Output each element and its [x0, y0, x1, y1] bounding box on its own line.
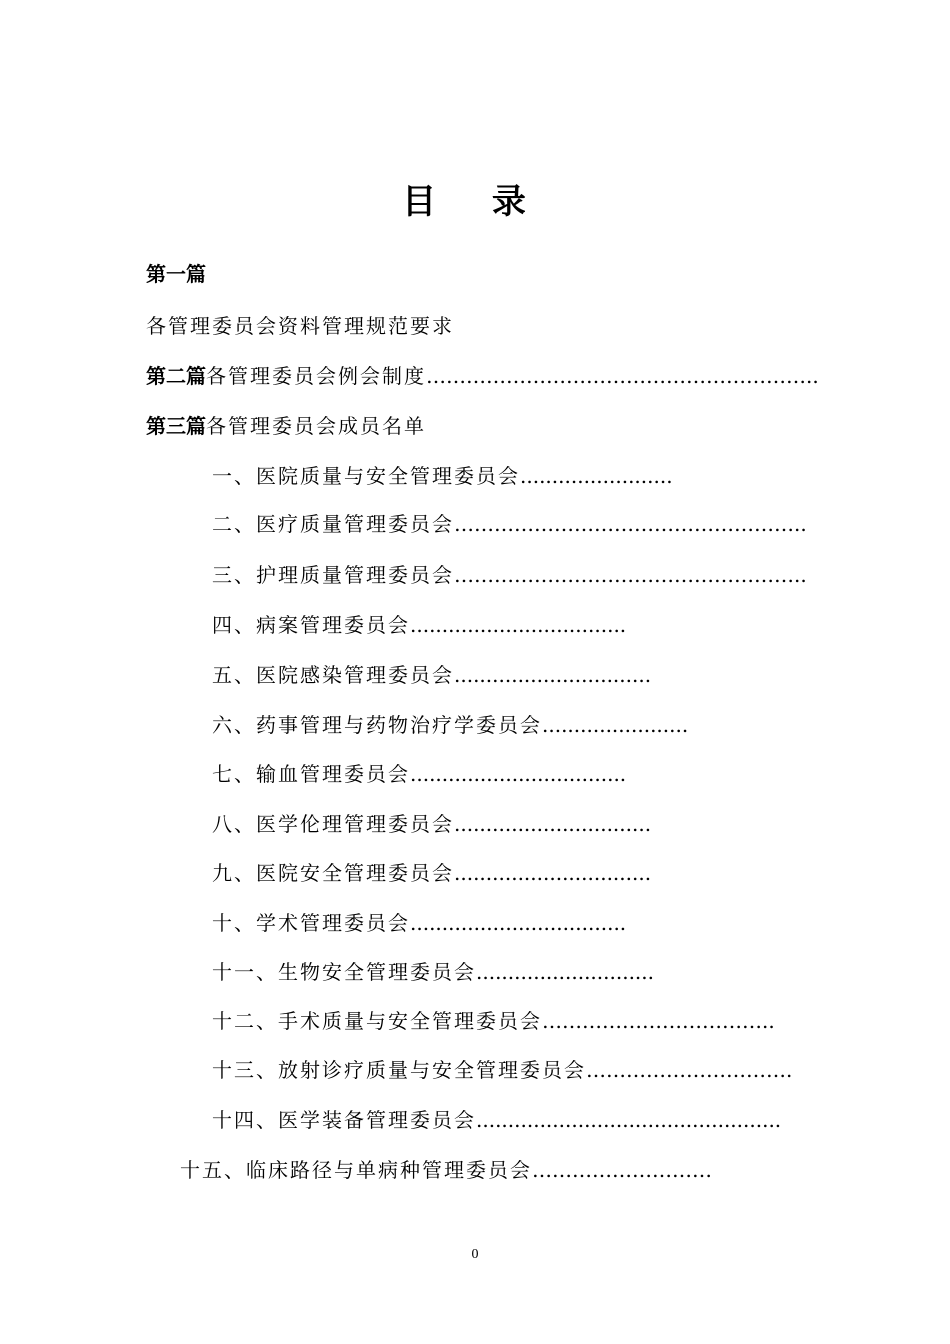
dot-leader: ............................... [454, 861, 652, 885]
toc-entry [212, 611, 626, 639]
toc-entry-text: 十二、手术质量与安全管理委员会 [212, 1009, 542, 1033]
dot-leader: ………………………………………………….. [426, 364, 819, 388]
toc-entry [212, 462, 673, 490]
toc-entry-part2 [146, 362, 819, 390]
toc-entry [212, 810, 651, 838]
part3-title: 各管理委员会成员名单 [206, 414, 426, 438]
part3-label: 第三篇 [146, 414, 206, 438]
dot-leader: ............................... [454, 663, 652, 687]
dot-leader: ……………………… [532, 1158, 712, 1182]
toc-entry [212, 1007, 775, 1035]
toc-entry-text: 一、医院质量与安全管理委员会 [212, 464, 520, 488]
part1-label: 第一篇 [146, 262, 206, 286]
dot-leader: ............................ [476, 960, 655, 984]
toc-entry-text: 十五、临床路径与单病种管理委员会 [180, 1158, 532, 1182]
page-number: 0 [471, 1247, 479, 1262]
toc-entry [212, 760, 626, 788]
part1-title: 各管理委员会资料管理规范要求 [146, 314, 454, 338]
toc-entry [212, 711, 688, 739]
dot-leader: …………………………….. [542, 1009, 775, 1033]
toc-entry-text: 十、学术管理委员会 [212, 911, 410, 935]
part2-label: 第二篇 [146, 364, 206, 388]
toc-entry [212, 1056, 792, 1084]
toc-entry-text: 五、医院感染管理委员会 [212, 663, 454, 687]
toc-entry [212, 909, 626, 937]
toc-entry-text: 十一、生物安全管理委员会 [212, 960, 476, 984]
dot-leader: …………………………. [586, 1058, 793, 1082]
toc-entry-text: 四、病案管理委员会 [212, 613, 410, 637]
toc-entry [212, 1106, 781, 1134]
dot-leader: ................................................ [476, 1108, 782, 1132]
toc-entry-text: 七、输血管理委员会 [212, 762, 410, 786]
toc-entry-text: 九、医院安全管理委员会 [212, 861, 454, 885]
dot-leader: …………………………………………….. [454, 563, 807, 587]
toc-entry [212, 958, 654, 986]
dot-leader: .................................. [410, 911, 627, 935]
part2-title: 各管理委员会例会制度 [206, 364, 426, 388]
toc-entry-text: 六、药事管理与药物治疗学委员会 [212, 713, 542, 737]
toc-title: 目 录 [402, 182, 548, 222]
toc-entry [180, 1156, 712, 1184]
toc-entry [212, 561, 807, 589]
toc-entry-text: 三、护理质量管理委员会 [212, 563, 454, 587]
dot-leader: ........................ [520, 464, 673, 488]
toc-entry-text: 二、医疗质量管理委员会 [212, 512, 454, 536]
dot-leader: ....................... [542, 713, 689, 737]
toc-entry [212, 661, 651, 689]
toc-entry-part3 [146, 412, 426, 440]
dot-leader: .................................. [410, 762, 627, 786]
toc-entry-text: 十三、放射诊疗质量与安全管理委员会 [212, 1058, 586, 1082]
toc-entry [212, 859, 651, 887]
dot-leader: .................................. [410, 613, 627, 637]
toc-entry-text: 八、医学伦理管理委员会 [212, 812, 454, 836]
dot-leader: ............................... [454, 812, 652, 836]
toc-entry-text: 十四、医学装备管理委员会 [212, 1108, 476, 1132]
dot-leader: …………………………………………….. [454, 512, 807, 536]
toc-entry [212, 510, 807, 538]
